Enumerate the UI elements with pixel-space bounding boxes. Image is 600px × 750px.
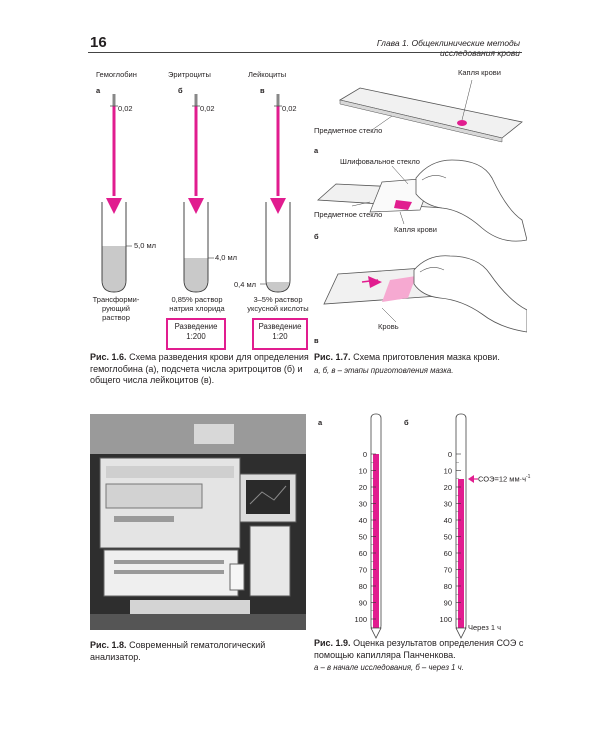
tick-label-a-30: 30: [358, 499, 367, 509]
solution-v: 3–5% раствор уксусной кислоты: [247, 295, 309, 313]
tube-a: [102, 202, 132, 292]
dilution-diagram: [88, 60, 308, 300]
label-drop: Капля крови: [458, 68, 501, 77]
header-rule: [88, 52, 522, 53]
volume-v: 0,4 мл: [234, 280, 257, 289]
smear-diagram: [312, 60, 527, 350]
pipette-v: [270, 94, 286, 214]
tick-label-b-100: 100: [439, 615, 452, 624]
col-title-leukocytes: Лейкоциты: [248, 70, 287, 79]
tick-label-a-80: 80: [358, 582, 367, 591]
tick-label-b-70: 70: [443, 565, 452, 575]
after-one-hour-label: Через 1 ч: [468, 623, 502, 632]
tick-label-b-50: 50: [443, 532, 452, 542]
letter-a: а: [96, 86, 101, 95]
page-number: 16: [90, 34, 107, 51]
soe-label: СОЭ=12 $мм\cdot ч^{-1}$: [478, 474, 531, 484]
solution-a: Трансформи- рующий раствор: [92, 295, 140, 322]
caption-title: Рис. 1.6.: [90, 352, 127, 362]
col-title-erythrocytes: Эритроциты: [168, 70, 211, 79]
tick-label-a-100: 100: [354, 615, 367, 624]
capillary-a: [354, 414, 381, 638]
letter-b-19: б: [404, 418, 409, 427]
label-grinding: Шлифовальное стекло: [340, 157, 420, 166]
letter-b: б: [178, 86, 183, 95]
dilution-box-b: Разведение 1:200: [166, 318, 226, 350]
solution-b: 0,85% раствор натрия хлорида: [169, 295, 225, 313]
figure-1-6: [88, 60, 308, 360]
caption-text: Схема разведения крови для определения гемоглобина (а), подсчета числа эритроцитов (б) и общего числа лейкоцитов (в).: [90, 352, 309, 386]
letter-b-17: б: [314, 232, 319, 241]
tube-v: [260, 202, 290, 292]
tube-b: [184, 202, 214, 292]
label-slide-2: Предметное стекло: [314, 210, 383, 219]
pipette-b: [188, 94, 204, 214]
tick-label-b-90: 90: [443, 598, 452, 608]
tick-label-a-60: 60: [358, 549, 367, 558]
tick-label-a-20: 20: [358, 483, 367, 492]
tick-label-b-60: 60: [443, 549, 452, 558]
volume-b: 4,0 мл: [215, 253, 238, 262]
pipette-a: [106, 94, 122, 214]
tick-label-b-30: 30: [443, 499, 452, 509]
tick-label-b-20: 20: [443, 483, 452, 492]
analyzer-photo: [90, 414, 306, 630]
pipette-value-b: 0,02: [200, 104, 215, 113]
capillary-b: [439, 414, 478, 638]
caption-fig-1-8: Рис. 1.8. Современный гематологический анализатор.: [90, 640, 266, 662]
letter-v: в: [260, 86, 265, 95]
pipette-value-a: 0,02: [118, 104, 133, 113]
tick-label-a-50: 50: [358, 532, 367, 542]
label-drop-2: Капля крови: [394, 225, 437, 234]
col-title-hemoglobin: Гемоглобин: [96, 70, 137, 79]
tick-label-b-40: 40: [443, 516, 452, 525]
tick-label-a-10: 10: [358, 466, 367, 476]
volume-a: 5,0 мл: [134, 241, 157, 250]
letter-a-17: а: [314, 146, 319, 155]
tick-label-a-0: 0: [362, 450, 367, 459]
tick-label-b-10: 10: [443, 466, 452, 476]
caption-fig-1-6: [90, 352, 310, 387]
analyzer-illustration: [90, 414, 306, 630]
label-blood: Кровь: [378, 322, 399, 331]
tick-label-b-0: 0: [447, 450, 452, 459]
tick-label-a-70: 70: [358, 565, 367, 575]
tick-label-b-80: 80: [443, 582, 452, 591]
figure-1-7: [312, 60, 527, 350]
letter-a-19: а: [318, 418, 323, 427]
label-slide-1: Предметное стекло: [314, 126, 383, 135]
tick-label-a-90: 90: [358, 598, 367, 608]
caption-fig-1-9: Рис. 1.9. Оценка результатов определения СОЭ с помощью капилляра Панченкова. а – в начале исследования, б – через 1 ч.: [314, 638, 524, 673]
dilution-box-v: Разведение 1:20: [252, 318, 308, 350]
caption-fig-1-7: Рис. 1.7. Схема приготовления мазка крови. а, б, в – этапы приготовления мазка.: [314, 352, 500, 375]
tick-label-a-40: 40: [358, 516, 367, 525]
panchenkov-capillaries: [312, 412, 532, 642]
letter-v-17: в: [314, 336, 319, 345]
slide-v: [324, 256, 527, 332]
pipette-value-v: 0,02: [282, 104, 297, 113]
running-title: Глава 1. Общеклинические методы исследования крови: [376, 38, 520, 58]
